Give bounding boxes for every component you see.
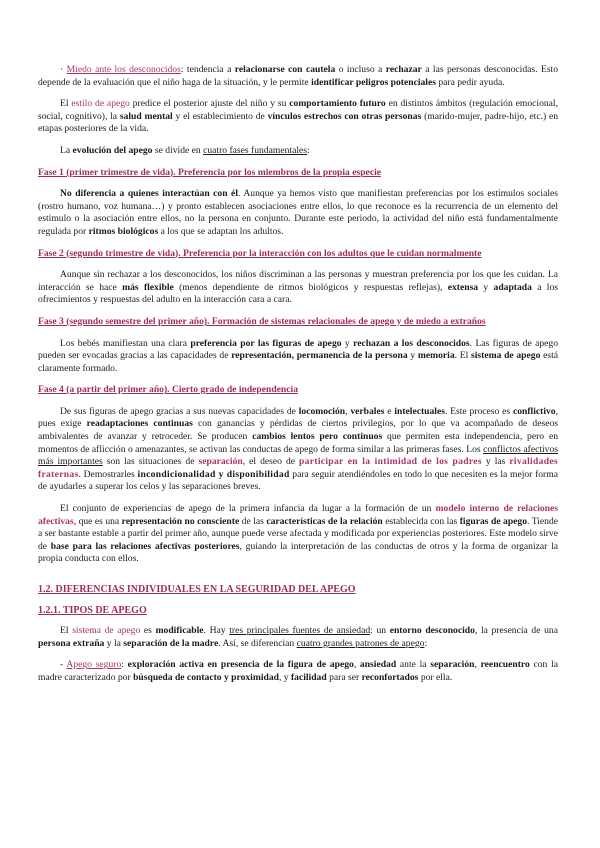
phase-2-body — [38, 269, 558, 307]
text: , la presencia de una — [474, 625, 558, 637]
text: a los ofrecimientos y respuestas del adulto en la interacción cara a cara. — [38, 281, 558, 306]
text: y — [341, 337, 354, 349]
section-heading: 1.2. DIFERENCIAS INDIVIDUALES EN LA SEGURIDAD DEL APEGO — [38, 584, 356, 595]
bold-text: adaptada — [493, 281, 532, 293]
text: por ella. — [418, 671, 453, 683]
bold-text: más flexible — [122, 281, 174, 293]
text: ante la — [396, 659, 431, 671]
bold-text: características de la relación — [266, 515, 383, 527]
bold-text: reconfortados — [361, 671, 419, 683]
text: , — [345, 405, 351, 417]
text: . Así, se diferencian — [218, 637, 297, 649]
text: : un — [370, 625, 390, 637]
term-apego-seguro: Apego seguro — [66, 659, 122, 671]
bold-text: representación, permanencia de la persona — [231, 350, 408, 362]
bold-text: separación — [430, 659, 475, 671]
paragraph-evolucion-apego — [38, 145, 558, 158]
underlined-text: cuatro grandes patrones de apego — [296, 637, 425, 649]
text: son las situaciones de — [102, 456, 199, 468]
bold-text: modificable — [155, 625, 204, 637]
paragraph-modelo-interno — [38, 503, 558, 566]
text: , — [474, 659, 481, 671]
bold-text: salud mental — [119, 110, 173, 122]
bold-text: intelectuales — [394, 405, 445, 417]
bold-text: relacionarse con cautela — [234, 64, 336, 75]
bold-text: base para las relaciones afectivas posteriores — [50, 540, 240, 552]
text: y las — [481, 456, 510, 468]
phase-1-title: Fase 1 (primer trimestre de vida). Preferencia por los miembros de la propia especie — [38, 166, 381, 178]
bold-text: entorno desconocido — [389, 625, 475, 637]
text: (menos dependiente de ritmos biológicos y respuestas reflejas), — [173, 281, 448, 293]
text: . El — [454, 350, 471, 362]
bold-text: verbales — [350, 405, 385, 417]
text: El conjunto de experiencias de apego de la primera infancia da lugar a la formación de un — [60, 503, 436, 515]
bold-text: comportamiento futuro — [289, 98, 386, 110]
bold-text: No diferencia a quienes interactúan con él — [60, 188, 238, 200]
text: es — [140, 625, 156, 637]
phase-4-title: Fase 4 (a partir del primer año). Cierto grado de independencia — [38, 384, 298, 396]
bold-text: preferencia por las figuras de apego — [190, 337, 342, 349]
bold-text: rechazar — [385, 64, 422, 75]
text: se divide en — [152, 144, 204, 156]
text: para ser — [326, 671, 362, 683]
term-estilo-apego: estilo de apego — [71, 98, 130, 110]
text: De sus figuras de apego gracias a sus nuevas capacidades de — [60, 405, 299, 417]
bold-text: representación no consciente — [121, 515, 240, 527]
text: El — [60, 98, 72, 110]
term-separacion: separación — [198, 456, 243, 468]
text: : — [307, 144, 310, 156]
bold-text: extensa — [447, 281, 479, 293]
bold-text: memoria — [417, 350, 455, 362]
text: y — [478, 281, 494, 293]
text: , guiando la interpretación de las conductas de otros y la forma de organizar la propia conducta con ellos. — [38, 540, 558, 565]
bold-text: conflictivo — [512, 405, 556, 417]
bold-text: incondicionalidad y disponibilidad — [137, 468, 290, 480]
term-modelo-interno: modelo interno de relaciones afectivas — [38, 503, 558, 527]
text: con la madre caracterizado por — [38, 659, 558, 683]
underlined-text: conflictos afectivos más importantes — [38, 443, 558, 468]
text: (marido-mujer, padre-hijo, etc.) en etapas posteriores de la vida. — [38, 110, 558, 135]
text: : — [424, 637, 428, 649]
text: con ganancias y pérdidas de ciertos privilegios, por lo que va acompañado de deseos ambivalentes de avanzar y retroceder. Se producen — [38, 418, 558, 443]
text: y la — [104, 637, 124, 649]
bold-text: reencuentro — [480, 659, 530, 671]
underlined-text: cuatro fases fundamentales — [203, 144, 307, 156]
text: . Las figuras de apego pueden ser evocadas gracias a las capacidades de — [38, 337, 559, 362]
text: o incluso a — [335, 64, 386, 75]
phase-1-body — [38, 188, 558, 238]
subsection-heading: 1.2.1. TIPOS DE APEGO — [38, 604, 147, 616]
text: está claramente formado. — [38, 350, 558, 374]
bold-text: figuras de apego — [459, 515, 528, 527]
bold-text: identificar peligros potenciales — [311, 76, 436, 88]
bullet: - — [60, 659, 67, 671]
phase-3-title: Fase 3 (segundo semestre del primer año). Formación de sistemas relacionales de apego y de miedo a extraños — [38, 315, 486, 327]
term-sistema-apego: sistema de apego — [72, 625, 141, 637]
text: . Hay — [203, 625, 230, 637]
paragraph-miedo-desconocidos — [38, 64, 558, 89]
bold-text: evolución del apego — [72, 144, 153, 156]
text: . Este proceso es — [444, 405, 513, 417]
bold-text: cambios lentos pero continuos — [252, 431, 383, 443]
bold-text: rechazan a los desconocidos — [353, 337, 470, 349]
phase-4-body — [38, 406, 558, 494]
paragraph-sistema-apego — [38, 625, 558, 650]
text: Aunque sin rechazar a los desconocidos, los niños discriminan a las personas y muestran preferencia por los que les cuidan. La interacción se hace — [38, 269, 558, 293]
text: , pues exige — [38, 405, 558, 430]
bold-text: exploración activa en presencia de la figura de apego — [127, 659, 354, 671]
term-rivalidades-fraternas: rivalidades fraternas — [38, 456, 558, 480]
bold-text: persona extraña — [38, 637, 105, 649]
text: para pedir ayuda. — [435, 76, 505, 88]
text: para seguir atendiéndoles en todo lo que necesiten es la mejor forma de ayudarles a superar los celos y las separaciones breves. — [38, 468, 558, 493]
text: , — [353, 659, 360, 671]
phase-3-body — [38, 338, 558, 376]
text: , que es una — [73, 515, 122, 527]
bold-text: ansiedad — [359, 659, 397, 671]
bold-text: ritmos biológicos — [88, 225, 159, 237]
text: a los que se adaptan los adultos. — [158, 225, 284, 237]
paragraph-estilo-apego — [38, 98, 558, 136]
text: a las personas desconocidas. Esto depende de la evaluación que el niño haga de la situación, y le permite — [38, 64, 559, 88]
text: y el establecimiento de — [172, 110, 268, 122]
text: en distintos ámbitos (regulación emocional, social, cognitivo), la — [38, 98, 558, 122]
text: El — [60, 625, 73, 637]
text: Los bebés manifiestan una clara — [60, 337, 191, 349]
bold-text: separación de la madre — [123, 637, 219, 649]
text: . Tiende a ser bastante estable a partir del primer año, aunque puede verse afectada y modificada por experiencias posteriores. Este modelo sirve de — [38, 515, 559, 552]
term-miedo-desconocidos: Miedo ante los desconocidos — [66, 64, 181, 75]
text: que permiten esta independencia, pero en momentos de aflicción o amenazantes, se activan las conductas de apego de forma similar a las primeras fases. Los — [38, 431, 558, 455]
text: e — [384, 405, 395, 417]
text: . Demostrarles — [78, 468, 138, 480]
phase-2-title: Fase 2 (segundo trimestre de vida). Preferencia por la interacción con los adultos que le cuidan normalmente — [38, 247, 482, 259]
text: . Aunque ya hemos visto que manifiestan preferencias por los estímulos sociales (rostro humano, voz humana…) y pronto establecen asociaciones entre ellos, lo que reconoce es la recurrencia de un elemento del estímulo o la asociación entre ellos, no la persona en conjunto. Durante este periodo, la actividad del niño está fundamentalmente regulada por — [38, 188, 558, 237]
text: La — [60, 144, 73, 156]
text: : tendencia a — [180, 64, 235, 75]
term-intimidad-padres: participar en la intimidad de los padres — [299, 456, 482, 468]
text: , y — [278, 671, 291, 683]
bold-text: vínculos estrechos con otras personas — [267, 110, 422, 122]
text: y — [407, 350, 418, 362]
text: de las — [239, 515, 267, 527]
bold-text: facilidad — [290, 671, 327, 683]
underlined-text: tres principales fuentes de ansiedad — [229, 625, 371, 637]
bold-text: locomoción — [298, 405, 346, 417]
bold-text: readaptaciones continuas — [86, 418, 193, 430]
bullet: · — [60, 64, 67, 75]
paragraph-apego-seguro — [38, 659, 558, 684]
bold-text: búsqueda de contacto y proximidad — [133, 671, 279, 683]
text: : — [121, 659, 128, 671]
bold-text: sistema de apego — [471, 350, 541, 362]
text: establecida con las — [382, 515, 460, 527]
text: , el deseo de — [242, 456, 300, 468]
text: predice el posterior ajuste del niño y su — [129, 98, 290, 110]
